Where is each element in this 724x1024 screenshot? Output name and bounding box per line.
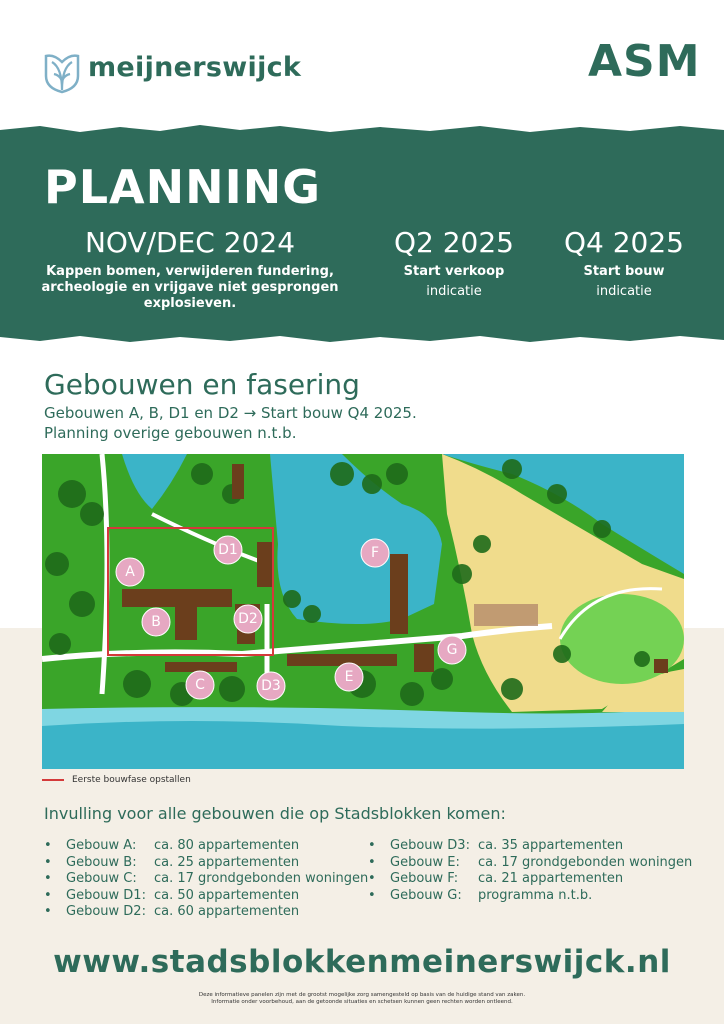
logo-text: meijnerswijck <box>88 52 302 83</box>
legend-text: Eerste bouwfase opstallen <box>72 775 191 785</box>
list-item: • Gebouw D1: ca. 50 appartementen <box>44 887 300 903</box>
list-item: • Gebouw C: ca. 17 grondgebonden woningen <box>44 871 369 886</box>
svg-text:E: E <box>344 669 354 685</box>
svg-text:D3: D3 <box>261 678 281 694</box>
svg-text:B: B <box>151 614 161 630</box>
label-d1 <box>214 536 242 564</box>
parking-area <box>474 604 538 626</box>
label-d3 <box>257 672 285 700</box>
phase-3-description: Start bouw <box>583 264 665 279</box>
phase-2-sub: indicatie <box>426 284 482 299</box>
label-d2 <box>234 605 262 633</box>
label-a <box>116 558 144 586</box>
label-b <box>142 608 170 636</box>
svg-text:F: F <box>370 545 380 561</box>
svg-text:D1: D1 <box>218 542 238 558</box>
planning-title: PLANNING <box>44 160 321 214</box>
phase-3-sub: indicatie <box>596 284 652 299</box>
phase-3-heading: Q4 2025 <box>563 226 684 259</box>
section-line-2: Planning overige gebouwen n.t.b. <box>44 424 297 442</box>
svg-text:A: A <box>125 564 135 580</box>
building-list-left <box>44 838 368 921</box>
phase-2-heading: Q2 2025 <box>393 226 514 259</box>
invulling-title: Invulling voor alle gebouwen die op Stadsblokken komen: <box>44 804 506 823</box>
website-link[interactable]: www.stadsblokkenmeinerswijck.nl <box>53 944 671 980</box>
svg-text:D2: D2 <box>238 611 258 627</box>
site-map <box>42 454 684 769</box>
building-list-right <box>368 838 692 904</box>
disclaimer-line-2: Informatie onder voorbehoud, aan de getoonde situaties en schetsen kunnen geen rechten worden ontleend. <box>211 999 513 1005</box>
list-item: • Gebouw B: ca. 25 appartementen <box>44 854 300 870</box>
list-item: • Gebouw E: ca. 17 grondgebonden woningen <box>368 854 693 870</box>
map-legend <box>42 775 191 785</box>
svg-text:C: C <box>195 677 205 693</box>
legend-red-line <box>42 779 64 781</box>
list-item: • Gebouw D3: ca. 35 appartementen <box>368 838 624 853</box>
label-g <box>438 636 466 664</box>
list-item: • Gebouw F: ca. 21 appartementen <box>368 871 624 886</box>
label-e <box>335 663 363 691</box>
meijnerswijck-logo-icon <box>42 50 82 94</box>
label-c <box>186 671 214 699</box>
list-item: • Gebouw D2: ca. 60 appartementen <box>44 904 300 919</box>
section-line-1: Gebouwen A, B, D1 en D2 → Start bouw Q4 2025. <box>44 404 417 422</box>
section-title: Gebouwen en fasering <box>44 368 360 401</box>
disclaimer-line-1: Deze informatieve panelen zijn met de grootst mogelijke zorg samengesteld op basis van de huidige stand van zaken. <box>198 992 526 998</box>
svg-text:G: G <box>446 642 458 658</box>
phase-2-description: Start verkoop <box>403 264 505 279</box>
list-item: • Gebouw A: ca. 80 appartementen <box>44 838 300 853</box>
phase-1-heading: NOV/DEC 2024 <box>84 226 296 259</box>
phase-1-description: Kappen bomen, verwijderen fundering, archeologie en vrijgave niet gesprongen explosieven. <box>41 264 339 311</box>
label-f <box>361 539 389 567</box>
list-item: • Gebouw G: programma n.t.b. <box>368 887 593 903</box>
project-code: ASM <box>588 36 701 87</box>
